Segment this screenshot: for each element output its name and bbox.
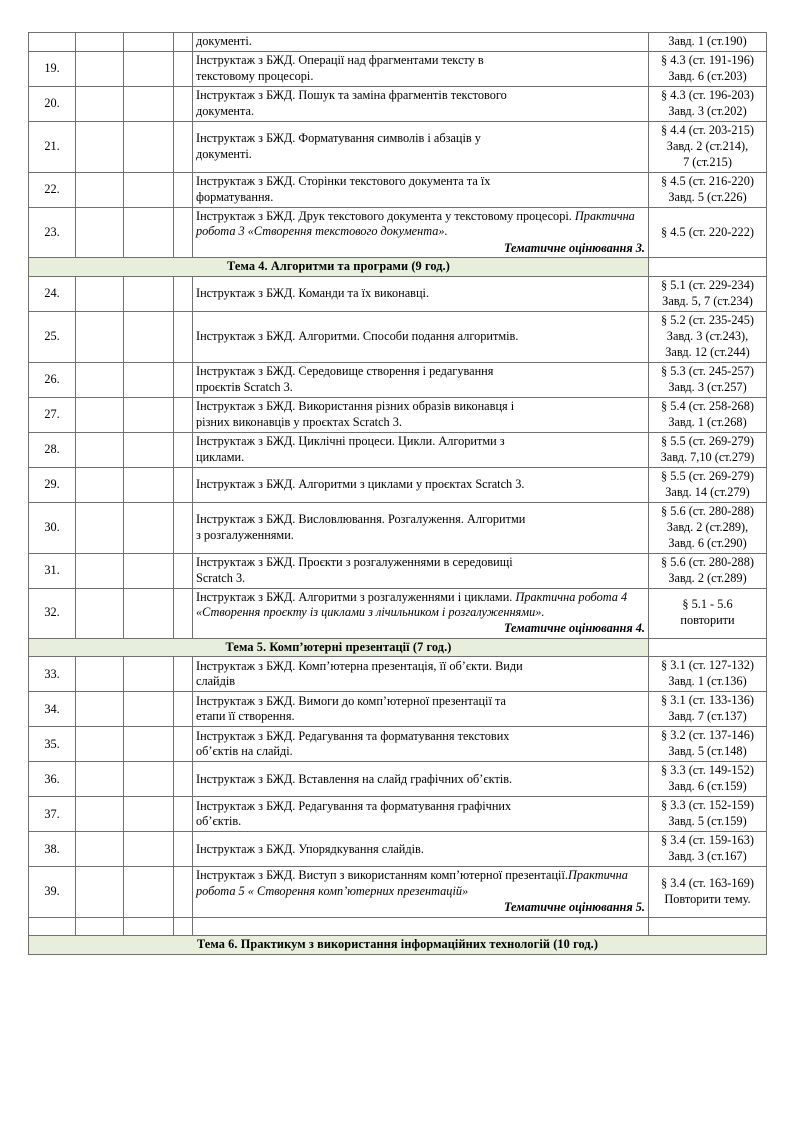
thematic-assessment-label: Тематичне оцінювання 5. [503,900,645,915]
note-cell[interactable] [174,276,193,311]
lesson-topic-line: Інструктаж з БЖД. Редагування та форматування графічних [196,798,512,813]
lesson-number-cell: 38. [29,832,76,867]
lesson-topic-line: об’єктів. [196,814,242,829]
table-row [29,397,767,432]
lesson-topic-cell [193,33,649,52]
homework-reference-cell [649,727,767,762]
note-cell[interactable] [174,432,193,467]
homework-reference-cell [649,33,767,52]
section-header-title: Тема 6. Практикум з використання інформаційних технологій (10 год.) [29,936,767,954]
spacer-cell [193,917,649,935]
homework-reference-line: Завд. 6 (ст.203) [668,68,747,83]
note-cell[interactable] [174,121,193,172]
date-adjusted-cell[interactable] [124,207,174,257]
homework-reference-cell [649,121,767,172]
homework-reference-line: Завд. 2 (ст.289), [666,519,749,534]
homework-reference-cell [649,657,767,692]
lesson-number-cell: 29. [29,467,76,502]
note-cell[interactable] [174,467,193,502]
lesson-topic-cell [193,832,649,867]
homework-reference-cell [649,397,767,432]
lesson-topic-line: Інструктаж з БЖД. Проєкти з розгалуженнями в середовищі [196,555,513,570]
date-cell[interactable] [76,51,124,86]
note-cell[interactable] [174,867,193,917]
homework-reference-line: Завд. 5 (ст.159) [668,814,747,829]
homework-reference-line: § 3.3 (ст. 152-159) [661,798,754,813]
lesson-number-cell: 30. [29,502,76,553]
homework-reference-line: § 4.5 (ст. 220-222) [661,224,754,239]
homework-reference-line: § 5.6 (ст. 280-288) [661,554,754,569]
lesson-topic-cell [193,467,649,502]
homework-reference-line: § 3.4 (ст. 163-169) [661,875,754,890]
lesson-number-cell: 23. [29,207,76,257]
lesson-topic-line: Інструктаж з БЖД. Комп’ютерна презентація, її об’єкти. Види [196,658,523,673]
homework-reference-line: Завд. 3 (ст.202) [668,103,747,118]
date-cell[interactable] [76,207,124,257]
table-row [29,657,767,692]
table-row [29,467,767,502]
table-row [29,553,767,588]
table-row [29,588,767,638]
note-cell[interactable] [174,832,193,867]
lesson-topic-plain: Інструктаж з БЖД. Алгоритми з розгалуженнями і циклами. [196,589,516,604]
date-adjusted-cell[interactable] [124,432,174,467]
date-adjusted-cell[interactable] [124,397,174,432]
lesson-topic-line: текстовому процесорі. [196,68,314,83]
date-adjusted-cell[interactable] [124,727,174,762]
practical-work-label: Практична робота 4 «Створення проєкту із циклами з лічильником і розгалуженнями». [196,589,628,619]
homework-reference-line: § 5.5 (ст. 269-279) [661,468,754,483]
note-cell[interactable] [174,692,193,727]
homework-reference-cell [649,172,767,207]
note-cell[interactable] [174,727,193,762]
lesson-topic-cell [193,51,649,86]
homework-reference-line: Завд. 5, 7 (ст.234) [662,293,753,308]
homework-reference-cell [649,432,767,467]
date-adjusted-cell[interactable] [124,867,174,917]
date-adjusted-cell[interactable] [124,172,174,207]
date-adjusted-cell[interactable] [124,311,174,362]
lesson-topic-cell [193,657,649,692]
spacer-cell [76,917,124,935]
date-cell[interactable] [76,86,124,121]
lesson-topic-cell [193,86,649,121]
table-row [29,51,767,86]
homework-reference-line: § 4.3 (ст. 196-203) [661,87,754,102]
date-adjusted-cell[interactable] [124,692,174,727]
homework-reference-cell [649,832,767,867]
homework-reference-line: Завд. 3 (ст.257) [668,379,747,394]
lesson-topic-cell [193,867,649,917]
date-cell[interactable] [76,397,124,432]
lesson-topic-line: Інструктаж з БЖД. Циклічні процеси. Цикли. Алгоритми з [196,434,505,449]
homework-reference-cell [649,51,767,86]
lesson-topic-line: з розгалуженнями. [196,527,294,542]
date-adjusted-cell[interactable] [124,502,174,553]
date-adjusted-cell[interactable] [124,86,174,121]
homework-reference-line: Завд. 1 (ст.268) [668,414,747,429]
spacer-cell [649,917,767,935]
table-row [29,762,767,797]
date-cell[interactable] [76,832,124,867]
lesson-topic-cell [193,397,649,432]
lesson-topic-cell [193,588,649,638]
curriculum-table [28,32,767,955]
lesson-number-cell [29,33,76,52]
note-cell[interactable] [174,33,193,52]
lesson-topic-cell [193,172,649,207]
lesson-topic-plain: Інструктаж з БЖД. Виступ з використанням комп’ютерної презентації. [196,868,568,883]
date-adjusted-cell[interactable] [124,33,174,52]
date-adjusted-cell[interactable] [124,276,174,311]
lesson-number-cell: 24. [29,276,76,311]
date-cell[interactable] [76,33,124,52]
lesson-topic-line: Інструктаж з БЖД. Використання різних образів виконавця і [196,399,515,414]
lesson-number-cell: 27. [29,397,76,432]
lesson-number-cell: 37. [29,797,76,832]
date-cell[interactable] [76,362,124,397]
homework-reference-cell [649,588,767,638]
homework-reference-line: § 5.2 (ст. 235-245) [661,312,754,327]
section-header-row [29,936,767,954]
table-row [29,33,767,52]
table-row [29,172,767,207]
lesson-topic-line: циклами. [196,449,245,464]
lesson-topic-cell [193,762,649,797]
homework-reference-cell [649,797,767,832]
date-adjusted-cell[interactable] [124,762,174,797]
lesson-topic-text [196,209,635,238]
thematic-assessment-label: Тематичне оцінювання 4. [503,621,645,636]
homework-reference-line: Завд. 3 (ст.167) [668,849,747,864]
table-row [29,432,767,467]
date-adjusted-cell[interactable] [124,467,174,502]
note-cell[interactable] [174,207,193,257]
table-row [29,502,767,553]
date-cell[interactable] [76,311,124,362]
lesson-topic-line: документі. [196,146,252,161]
date-cell[interactable] [76,276,124,311]
lesson-topic-line: різних виконавців у проєктах Scratch 3. [196,414,402,429]
date-adjusted-cell[interactable] [124,362,174,397]
lesson-topic-line: Інструктаж з БЖД. Алгоритми з циклами у проєктах Scratch 3. [196,476,525,491]
section-header-title: Тема 5. Комп’ютерні презентації (7 год.) [29,638,649,656]
lesson-topic-cell [193,692,649,727]
lesson-topic-line: форматування. [196,189,274,204]
lesson-topic-line: Інструктаж з БЖД. Висловлювання. Розгалуження. Алгоритми [196,512,526,527]
lesson-topic-line: етапи її створення. [196,709,295,724]
lesson-topic-line: Інструктаж з БЖД. Редагування та форматування текстових [196,728,510,743]
lesson-number-cell: 39. [29,867,76,917]
lesson-topic-text [196,590,627,619]
lesson-number-cell: 25. [29,311,76,362]
note-cell[interactable] [174,762,193,797]
section-header-ref-cell [649,258,767,276]
lesson-topic-line: Інструктаж з БЖД. Сторінки текстового документа та їх [196,174,491,189]
homework-reference-line: Завд. 6 (ст.159) [668,779,747,794]
practical-work-label: Практична робота 3 «Створення текстового документа». [196,208,635,239]
table-row [29,276,767,311]
curriculum-table-body [29,33,767,955]
homework-reference-line: Завд. 1 (ст.190) [668,34,747,48]
date-cell[interactable] [76,727,124,762]
homework-reference-line: Завд. 2 (ст.214), [666,138,749,153]
spacer-cell [29,917,76,935]
lesson-topic-cell [193,276,649,311]
homework-reference-cell [649,207,767,257]
homework-reference-line: Завд. 7 (ст.137) [668,709,747,724]
homework-reference-cell [649,867,767,917]
note-cell[interactable] [174,588,193,638]
homework-reference-line: повторити [680,613,735,628]
lesson-topic-line: Scratch 3. [196,570,246,585]
homework-reference-line: Повторити тему. [664,891,751,906]
homework-reference-line: § 3.1 (ст. 133-136) [661,693,754,708]
date-adjusted-cell[interactable] [124,588,174,638]
date-cell[interactable] [76,432,124,467]
homework-reference-cell [649,86,767,121]
section-header-row [29,258,767,276]
date-cell[interactable] [76,797,124,832]
lesson-topic-line: Інструктаж з БЖД. Вимоги до комп’ютерної презентації та [196,693,506,708]
lesson-topic-cell [193,553,649,588]
lesson-number-cell: 34. [29,692,76,727]
date-cell[interactable] [76,121,124,172]
table-row [29,362,767,397]
lesson-topic-line: Інструктаж з БЖД. Команди та їх виконавці. [196,286,430,301]
lesson-topic-line: Інструктаж з БЖД. Операції над фрагментами тексту в [196,53,484,68]
lesson-number-cell: 20. [29,86,76,121]
lesson-topic-text [196,868,628,897]
spacer-row [29,917,767,935]
table-row [29,207,767,257]
note-cell[interactable] [174,657,193,692]
lesson-topic-cell [193,797,649,832]
homework-reference-line: § 3.4 (ст. 159-163) [661,833,754,848]
lesson-topic-line: об’єктів на слайді. [196,744,293,759]
date-cell[interactable] [76,172,124,207]
lesson-topic-cell [193,311,649,362]
homework-reference-line: § 5.3 (ст. 245-257) [661,363,754,378]
date-adjusted-cell[interactable] [124,51,174,86]
homework-reference-cell [649,362,767,397]
note-cell[interactable] [174,311,193,362]
table-row [29,727,767,762]
note-cell[interactable] [174,553,193,588]
lesson-topic-plain: Інструктаж з БЖД. Друк текстового документа у текстовому процесорі. [196,208,575,223]
note-cell[interactable] [174,86,193,121]
date-cell[interactable] [76,502,124,553]
date-cell[interactable] [76,657,124,692]
homework-reference-line: § 5.1 (ст. 229-234) [661,277,754,292]
lesson-number-cell: 21. [29,121,76,172]
note-cell[interactable] [174,797,193,832]
homework-reference-line: § 5.5 (ст. 269-279) [661,433,754,448]
homework-reference-line: § 3.3 (ст. 149-152) [661,763,754,778]
lesson-topic-line: Інструктаж з БЖД. Форматування символів і абзаців у [196,131,481,146]
lesson-number-cell: 32. [29,588,76,638]
homework-reference-line: § 5.1 - 5.6 [682,597,733,612]
lesson-topic-line: слайдів [196,674,236,689]
note-cell[interactable] [174,172,193,207]
date-adjusted-cell[interactable] [124,797,174,832]
date-cell[interactable] [76,692,124,727]
lesson-number-cell: 31. [29,553,76,588]
table-row [29,832,767,867]
date-adjusted-cell[interactable] [124,657,174,692]
homework-reference-line: Завд. 5 (ст.148) [668,744,747,759]
note-cell[interactable] [174,397,193,432]
lesson-topic-line: Інструктаж з БЖД. Пошук та заміна фрагментів текстового [196,88,507,103]
lesson-number-cell: 22. [29,172,76,207]
homework-reference-line: § 4.4 (ст. 203-215) [661,122,754,137]
lesson-topic-line: документі. [196,34,252,49]
note-cell[interactable] [174,362,193,397]
homework-reference-line: Завд. 1 (ст.136) [668,674,747,689]
table-row [29,692,767,727]
homework-reference-line: Завд. 3 (ст.243), [666,328,749,343]
homework-reference-cell [649,276,767,311]
lesson-number-cell: 35. [29,727,76,762]
table-row [29,121,767,172]
lesson-number-cell: 36. [29,762,76,797]
date-adjusted-cell[interactable] [124,121,174,172]
lesson-topic-line: Інструктаж з БЖД. Упорядкування слайдів. [196,841,424,856]
lesson-topic-line: документа. [196,103,255,118]
homework-reference-cell [649,692,767,727]
lesson-topic-cell [193,362,649,397]
lesson-topic-cell [193,432,649,467]
spacer-cell [174,917,193,935]
section-header-ref-cell [649,638,767,656]
homework-reference-line: Завд. 12 (ст.244) [665,344,750,359]
date-cell[interactable] [76,867,124,917]
date-cell[interactable] [76,588,124,638]
table-row [29,867,767,917]
lesson-number-cell: 19. [29,51,76,86]
lesson-topic-cell [193,502,649,553]
thematic-assessment-label: Тематичне оцінювання 3. [503,240,645,255]
homework-reference-line: § 4.5 (ст. 216-220) [661,173,754,188]
homework-reference-line: § 5.6 (ст. 280-288) [661,503,754,518]
date-adjusted-cell[interactable] [124,832,174,867]
date-cell[interactable] [76,762,124,797]
homework-reference-line: § 3.2 (ст. 137-146) [661,728,754,743]
table-row [29,797,767,832]
lesson-number-cell: 28. [29,432,76,467]
note-cell[interactable] [174,502,193,553]
homework-reference-line: Завд. 14 (ст.279) [665,484,750,499]
homework-reference-cell [649,467,767,502]
lesson-number-cell: 33. [29,657,76,692]
homework-reference-line: § 4.3 (ст. 191-196) [661,52,754,67]
lesson-number-cell: 26. [29,362,76,397]
homework-reference-cell [649,762,767,797]
table-row [29,86,767,121]
homework-reference-cell [649,311,767,362]
lesson-topic-line: Інструктаж з БЖД. Середовище створення і редагування [196,364,494,379]
homework-reference-line: 7 (ст.215) [683,154,732,169]
lesson-topic-cell [193,207,649,257]
practical-work-label: Практична робота 5 « Створення комп’ютерних презентацій» [196,868,628,898]
section-header-title: Тема 4. Алгоритми та програми (9 год.) [29,258,649,276]
note-cell[interactable] [174,51,193,86]
section-header-row [29,638,767,656]
homework-reference-line: § 3.1 (ст. 127-132) [661,658,754,673]
lesson-topic-line: Інструктаж з БЖД. Вставлення на слайд графічних об’єктів. [196,771,513,786]
spacer-cell [124,917,174,935]
lesson-topic-cell [193,727,649,762]
homework-reference-line: Завд. 5 (ст.226) [668,189,747,204]
homework-reference-line: Завд. 6 (ст.290) [668,535,747,550]
date-cell[interactable] [76,553,124,588]
table-row [29,311,767,362]
lesson-topic-cell [193,121,649,172]
lesson-topic-line: проєктів Scratch 3. [196,379,293,394]
homework-reference-line: Завд. 7,10 (ст.279) [660,449,755,464]
homework-reference-line: § 5.4 (ст. 258-268) [661,398,754,413]
homework-reference-cell [649,553,767,588]
homework-reference-cell [649,502,767,553]
lesson-topic-line: Інструктаж з БЖД. Алгоритми. Способи подання алгоритмів. [196,328,519,343]
homework-reference-line: Завд. 2 (ст.289) [668,570,747,585]
date-adjusted-cell[interactable] [124,553,174,588]
date-cell[interactable] [76,467,124,502]
